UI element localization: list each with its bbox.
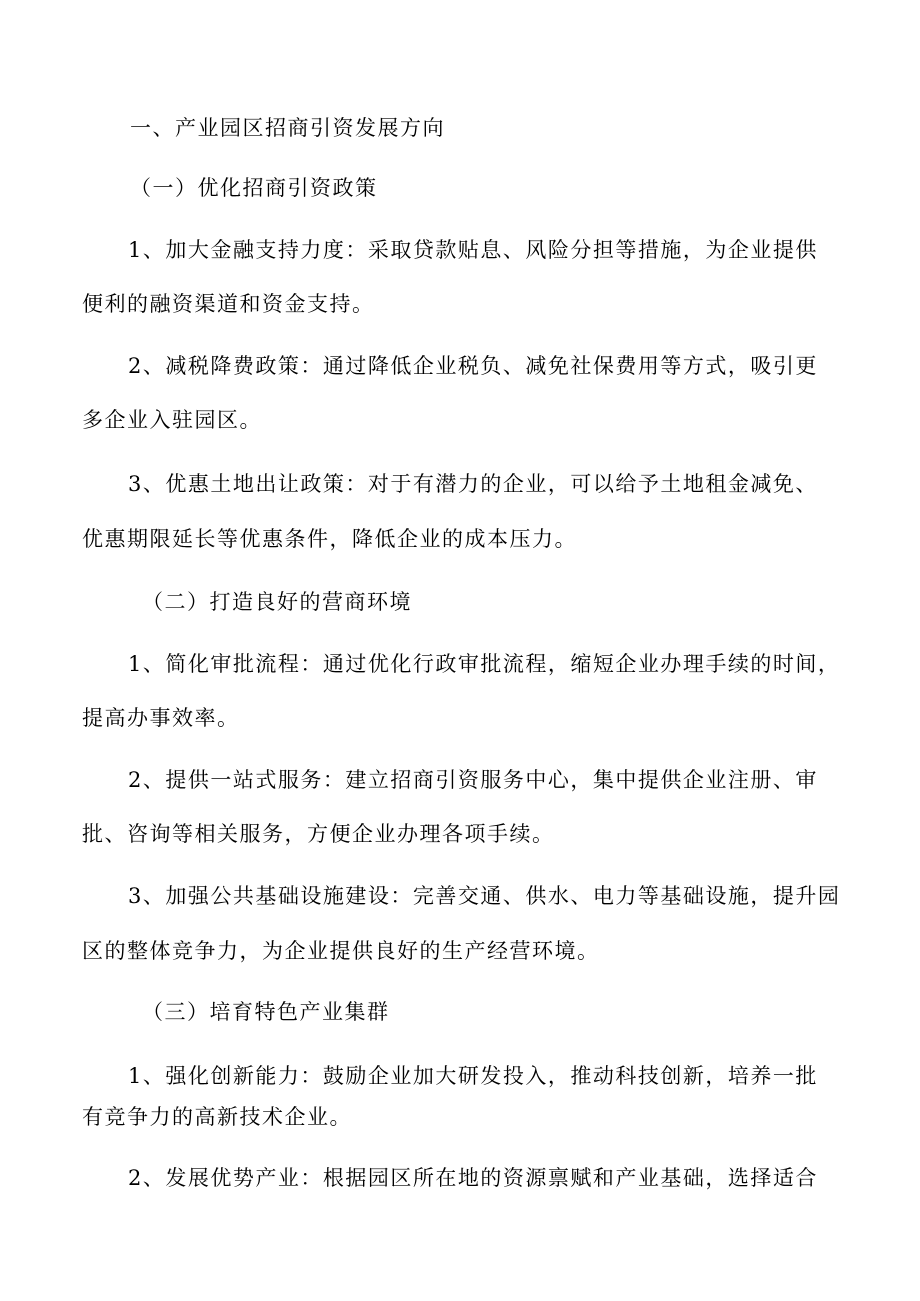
paragraph-line: 2、发展优势产业：根据园区所在地的资源禀赋和产业基础，选择适合 [128,1166,818,1190]
paragraph-line: 有竞争力的高新技术企业。 [82,1105,352,1129]
section-title-1: （一）优化招商引资政策 [130,176,378,200]
paragraph-line: 区的整体竞争力，为企业提供良好的生产经营环境。 [82,939,600,963]
paragraph-line: 批、咨询等相关服务，方便企业办理各项手续。 [82,822,555,846]
main-heading: 一、产业园区招商引资发展方向 [130,116,445,140]
section-title-2: （二）打造良好的营商环境 [142,590,412,614]
paragraph-line: 1、强化创新能力：鼓励企业加大研发投入，推动科技创新，培养一批 [128,1064,818,1088]
paragraph-line: 便利的融资渠道和资金支持。 [82,292,375,316]
paragraph-line: 1、加大金融支持力度：采取贷款贴息、风险分担等措施，为企业提供 [128,238,818,262]
paragraph-line: 提高办事效率。 [82,706,240,730]
paragraph-line: 优惠期限延长等优惠条件，降低企业的成本压力。 [82,527,577,551]
section-title-3: （三）培育特色产业集群 [142,1000,390,1024]
paragraph-line: 3、加强公共基础设施建设：完善交通、供水、电力等基础设施，提升园 [128,884,841,908]
paragraph-line: 2、减税降费政策：通过降低企业税负、减免社保费用等方式，吸引更 [128,354,818,378]
paragraph-line: 1、简化审批流程：通过优化行政审批流程，缩短企业办理手续的时间， [128,652,841,676]
paragraph-line: 多企业入驻园区。 [82,408,262,432]
paragraph-line: 3、优惠土地出让政策：对于有潜力的企业，可以给予土地租金减免、 [128,472,818,496]
paragraph-line: 2、提供一站式服务：建立招商引资服务中心，集中提供企业注册、审 [128,768,818,792]
